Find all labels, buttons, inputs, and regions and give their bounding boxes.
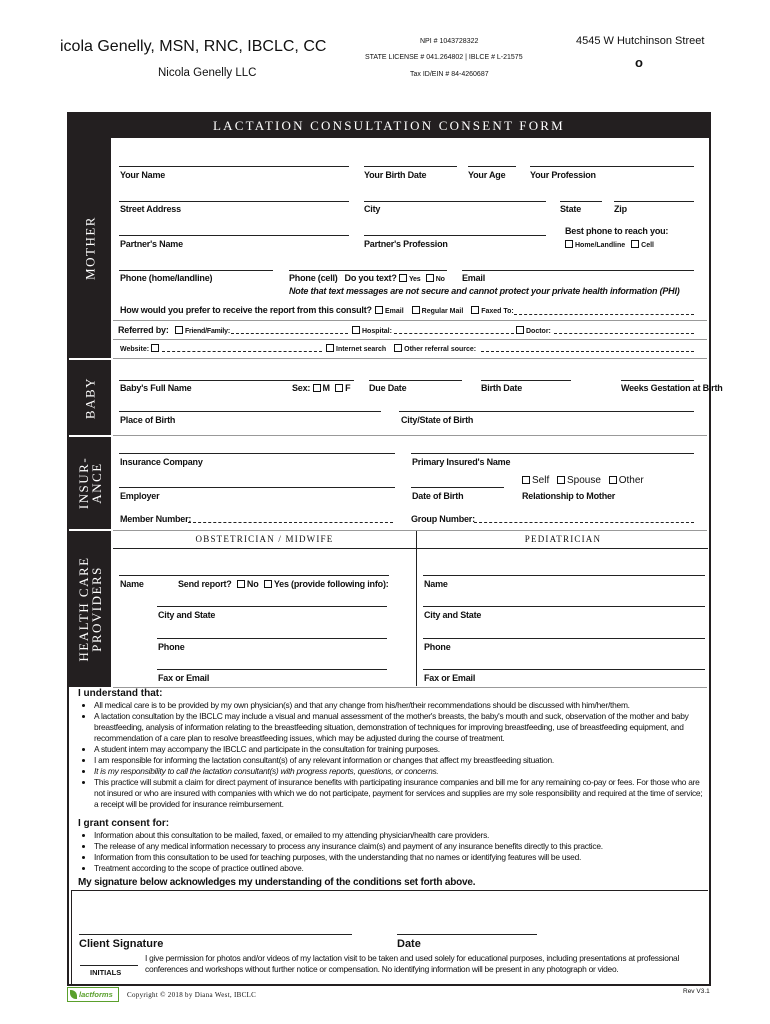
revision: Rev V3.1 xyxy=(683,988,710,995)
checkbox-sex-f[interactable] xyxy=(335,384,343,392)
address-mark: o xyxy=(635,55,643,70)
checkbox-ref-website[interactable] xyxy=(151,344,159,352)
grant-list xyxy=(78,830,706,874)
employer-label: Employer xyxy=(120,491,160,501)
provider-name: icola Genelly, MSN, RNC, IBCLC, CC xyxy=(60,38,327,55)
checkbox-other[interactable] xyxy=(609,476,617,484)
baby-birth-date-label: Birth Date xyxy=(481,383,523,393)
city-state-birth-label: City/State of Birth xyxy=(401,415,474,425)
ref-friend-label: Friend/Family: xyxy=(184,328,230,335)
checkbox-report-email[interactable] xyxy=(375,306,383,314)
member-number-label: Member Number: xyxy=(120,514,192,524)
checkbox-ref-internet[interactable] xyxy=(326,344,334,352)
ref-doctor-label: Doctor: xyxy=(526,328,551,335)
section-label-baby: BABY xyxy=(69,360,111,435)
divider-mother-baby xyxy=(113,358,707,359)
ob-city-state-label: City and State xyxy=(158,610,216,620)
checkbox-report-fax[interactable] xyxy=(471,306,479,314)
ped-header: PEDIATRICIAN xyxy=(524,534,602,544)
best-phone-label: Best phone to reach you: xyxy=(565,226,669,236)
divider-baby-insurance xyxy=(113,435,707,436)
ref-website-label: Website: xyxy=(120,346,150,353)
checkbox-ref-friend[interactable] xyxy=(175,326,183,334)
checkbox-ref-doctor[interactable] xyxy=(516,326,524,334)
checkbox-text-yes[interactable] xyxy=(399,274,407,282)
checkbox-home[interactable] xyxy=(565,240,573,248)
ped-name-label: Name xyxy=(424,579,448,589)
checkbox-ref-other[interactable] xyxy=(394,344,402,352)
grant-item: • Information from this consultation to be used for teaching purposes, with the understanding that no names or identifying features will be used. xyxy=(94,852,706,863)
checkbox-text-no[interactable] xyxy=(426,274,434,282)
baby-name-label: Baby's Full Name xyxy=(120,383,192,393)
ped-phone-label: Phone xyxy=(424,642,451,652)
primary-insured-label: Primary Insured's Name xyxy=(412,457,511,467)
providers-column-divider xyxy=(416,531,417,686)
photo-permission: I give permission for photos and/or videos of my lactation visit to be taken and used solely for educational purposes, including presentations at professional conferences and workshops without further notice or compensation. No identifying information will be present in any photograph or video. xyxy=(145,953,680,974)
logo-leaf-icon xyxy=(70,990,77,999)
self-label: Self xyxy=(532,475,550,486)
cell-label: Cell xyxy=(641,242,654,249)
grant-item: • The release of any medical information necessary to process any insurance claim(s) and payment of any insurance benefits directly to this practice. xyxy=(94,841,706,852)
initials-label: INITIALS xyxy=(90,968,122,977)
grant-item: • Information about this consultation to be mailed, faxed, or emailed to my attending physician/health care providers. xyxy=(94,830,706,841)
text-no-label: No xyxy=(435,276,445,283)
report-email-label: Email xyxy=(385,308,404,315)
state-license: STATE LICENSE # 041.264802 | IBLCE # L-21575 xyxy=(365,54,523,61)
insurance-company-label: Insurance Company xyxy=(120,457,203,467)
age-label: Your Age xyxy=(468,170,506,180)
understand-item: • I am responsible for informing the lactation consultant(s) of any relevant information or changes that affect my breastfeeding situation. xyxy=(94,755,706,766)
checkbox-self[interactable] xyxy=(522,476,530,484)
section-label-providers: HEALTH CARE PROVIDERS xyxy=(69,531,111,687)
your-name-label: Your Name xyxy=(120,170,166,180)
relationship-label: Relationship to Mother xyxy=(522,491,616,501)
street-address: 4545 W Hutchinson Street xyxy=(576,35,705,47)
sex-label: Sex: xyxy=(292,383,311,393)
understand-list xyxy=(78,700,706,810)
client-signature-label: Client Signature xyxy=(79,938,164,950)
place-of-birth-label: Place of Birth xyxy=(120,415,176,425)
ob-phone-label: Phone xyxy=(158,642,185,652)
checkbox-spouse[interactable] xyxy=(557,476,565,484)
section-label-mother: MOTHER xyxy=(69,138,111,358)
other-label: Other xyxy=(618,475,644,486)
checkbox-cell[interactable] xyxy=(631,240,639,248)
spouse-label: Spouse xyxy=(567,475,601,486)
do-you-text-label: Do you text? xyxy=(344,273,397,283)
state-label: State xyxy=(560,204,582,214)
understand-item: • A lactation consultation by the IBCLC may include a visual and manual assessment of the mother's breasts, the baby's mouth and suck, observation of the mother and baby breastfeeding, analysis of information relating to the breastfeeding situation, demonstration of techniques for improving breastfeeding, use of breastfeeding equipment, and recommendation of a care plan to resolve breastfeeding issues, which may be adjusted during the course of treatment. xyxy=(94,711,706,744)
understand-item: • This practice will submit a claim for direct payment of insurance benefits with participating insurance companies and bill me for any remaining co-pay or fees. For those who are not insured or who are insured with companies with which we do not participate, payment for services and supplies are my sole responsibility and required at the time of service; a receipt will be provided for insurance reimbursement. xyxy=(94,777,706,810)
ref-internet-label: Internet search xyxy=(336,346,387,353)
understand-heading: I understand that: xyxy=(78,688,163,699)
divider-insurance-providers xyxy=(113,530,707,531)
sex-m-label: M xyxy=(322,383,330,393)
date-line[interactable] xyxy=(397,934,537,935)
date-label: Date xyxy=(397,938,421,950)
referred-by-label: Referred by: xyxy=(118,325,169,335)
zip-label: Zip xyxy=(614,204,627,214)
understand-item: • It is my responsibility to call the lactation consultant(s) with progress reports, questions, or concerns. xyxy=(94,766,706,777)
lactforms-logo: lactforms xyxy=(67,987,119,1002)
ob-fax-email-label: Fax or Email xyxy=(158,673,210,683)
send-yes-label: Yes (provide following info): xyxy=(273,579,389,589)
ref-hospital-label: Hospital: xyxy=(362,328,392,335)
grant-heading: I grant consent for: xyxy=(78,818,170,829)
checkbox-report-mail[interactable] xyxy=(412,306,420,314)
ped-city-state-label: City and State xyxy=(424,610,482,620)
report-mail-label: Regular Mail xyxy=(421,308,464,315)
partner-profession-label: Partner's Profession xyxy=(364,239,448,249)
tax-id: Tax ID/EIN # 84-4260687 xyxy=(410,71,489,78)
ped-fax-email-label: Fax or Email xyxy=(424,673,476,683)
ref-other-label: Other referral source: xyxy=(404,346,477,353)
weeks-gestation-label: Weeks Gestation at Birth xyxy=(621,383,723,393)
text-yes-label: Yes xyxy=(408,276,421,283)
birth-date-label: Your Birth Date xyxy=(364,170,427,180)
grant-item: • Treatment according to the scope of practice outlined above. xyxy=(94,863,706,874)
checkbox-sex-m[interactable] xyxy=(313,384,321,392)
understand-item: • A student intern may accompany the IBCLC and participate in the consultation for training purposes. xyxy=(94,744,706,755)
city-label: City xyxy=(364,204,381,214)
partner-name-label: Partner's Name xyxy=(120,239,183,249)
divider-providers-bottom xyxy=(113,687,707,688)
profession-label: Your Profession xyxy=(530,170,596,180)
business-name: Nicola Genelly LLC xyxy=(158,67,257,79)
send-no-label: No xyxy=(246,579,259,589)
phone-cell-label: Phone (cell) xyxy=(289,273,338,283)
due-date-label: Due Date xyxy=(369,383,407,393)
email-label: Email xyxy=(462,273,486,283)
npi-number: NPI # 1043728322 xyxy=(420,38,479,45)
report-question: How would you prefer to receive the report from this consult? xyxy=(120,305,372,315)
insured-dob-label: Date of Birth xyxy=(412,491,464,501)
ob-header: OBSTETRICIAN / MIDWIFE xyxy=(195,534,334,544)
street-label: Street Address xyxy=(120,204,181,214)
understand-item: • All medical care is to be provided by my own physician(s) and that any change from his/her/their recommendations should be discussed with him/her/them. xyxy=(94,700,706,711)
ob-name-label: Name xyxy=(120,579,144,589)
checkbox-send-no[interactable] xyxy=(237,580,245,588)
text-note: Note that text messages are not secure and cannot protect your private health information (PHI) xyxy=(289,286,680,296)
send-report-label: Send report? xyxy=(178,579,232,589)
form-title: LACTATION CONSULTATION CONSENT FORM xyxy=(213,118,565,133)
sex-f-label: F xyxy=(345,383,351,393)
copyright: Copyright © 2018 by Diana West, IBCLC xyxy=(127,991,257,999)
home-landline-label: Home/Landline xyxy=(575,242,626,249)
checkbox-send-yes[interactable] xyxy=(264,580,272,588)
signature-ack: My signature below acknowledges my understanding of the conditions set forth above. xyxy=(78,877,476,888)
report-fax-label: Faxed To: xyxy=(481,308,514,315)
client-signature-line[interactable] xyxy=(79,934,352,935)
checkbox-ref-hospital[interactable] xyxy=(352,326,360,334)
section-label-insurance: INSUR- ANCE xyxy=(69,437,111,529)
phone-home-label: Phone (home/landline) xyxy=(120,273,213,283)
group-number-label: Group Number: xyxy=(411,514,475,524)
initials-line[interactable] xyxy=(80,965,138,966)
